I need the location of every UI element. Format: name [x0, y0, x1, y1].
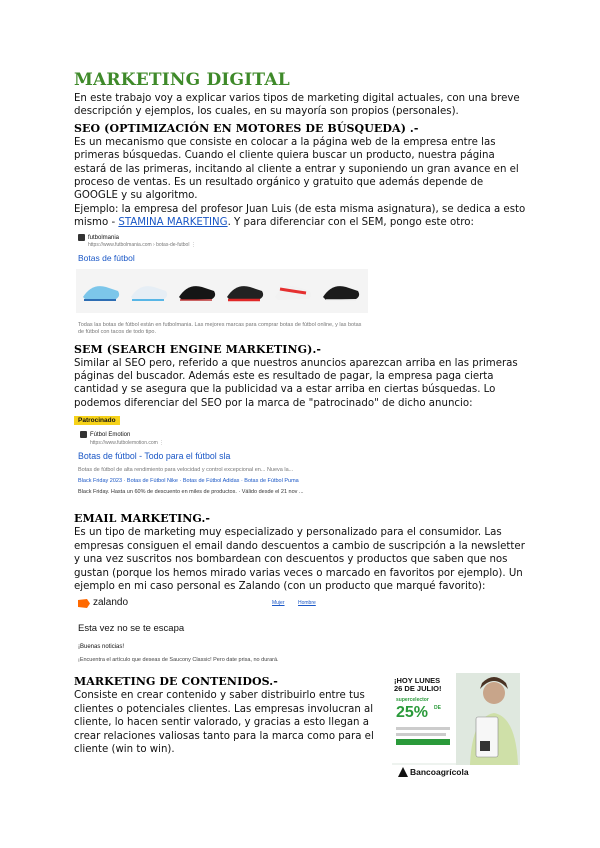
- result-site: futbolmania: [88, 234, 120, 241]
- shoe-thumbnails: [76, 269, 368, 313]
- sem-ad-screenshot: [74, 414, 530, 512]
- ad-site: Fútbol Emotion: [90, 432, 131, 439]
- document-title: MARKETING DIGITAL: [74, 70, 290, 90]
- content-heading: MARKETING DE CONTENIDOS.-: [74, 675, 278, 689]
- shoe-image-5[interactable]: [272, 277, 314, 307]
- bank-logo-icon: [398, 767, 408, 777]
- zalando-logo-icon: [78, 599, 90, 608]
- result-snippet: Todas las botas de fútbol están en futbolmania. Las mejores marcas para comprar botas de fútbol online, y las botas de fútbol con tacos de todo tipo.: [78, 321, 362, 335]
- mail-link-mujer[interactable]: Mujer: [272, 600, 285, 607]
- mail-headline: Esta vez no se te escapa: [78, 623, 185, 635]
- seo-example-text: Ejemplo: la empresa del profesor Juan Luis (de esta misma asignatura), se dedica a esto mismo -: [74, 203, 526, 229]
- ad-title-link[interactable]: Botas de fútbol - Todo para el fútbol sla: [78, 451, 231, 462]
- shoe-image-6[interactable]: [320, 277, 362, 307]
- result-url[interactable]: https://www.futbolmania.com › botas-de-futbol ⋮: [88, 241, 196, 248]
- mail-link-hombre[interactable]: Hombre: [298, 600, 316, 607]
- seo-search-result-screenshot: [74, 233, 530, 343]
- bancoagricola-ad-image: [392, 673, 520, 779]
- ad-url[interactable]: https://www.futbolemotion.com ⋮: [90, 440, 165, 447]
- ad-promo: Black Friday. Hasta un 60% de descuento en miles de productos. · Válido desde el 21 nov ...: [78, 489, 304, 496]
- futbol-emotion-favicon-icon: [80, 431, 87, 438]
- result-title-link[interactable]: Botas de fútbol: [78, 252, 135, 263]
- mail-greeting: ¡Buenas noticias!: [78, 644, 125, 651]
- ad-description: Botas de fútbol de alta rendimiento para velocidad y control excepcional en... Nueva la...: [78, 467, 294, 474]
- shoe-image-3[interactable]: [176, 277, 218, 307]
- ad-store-brand: supercelector: [396, 697, 429, 704]
- stamina-marketing-link[interactable]: STAMINA MARKETING: [118, 217, 228, 229]
- sem-body: Similar al SEO pero, referido a que nuestros anuncios aparezcan arriba en las primeras páginas del buscador. Además este es resultado de pagar, la empresa paga cierta cantidad y se asegura que la publicidad va a estar arriba en ciertas búsquedas. Lo podemos diferenciar del SEO por la marca de "patrocinado" de dicho anuncio:: [74, 357, 518, 409]
- shoe-image-2[interactable]: [128, 277, 170, 307]
- document-page: [74, 70, 530, 778]
- content-body: Consiste en crear contenido y saber distribuirlo entre tus clientes o potenciales clientes. Las empresas involucran al cliente, lo hacen sentir valorado, y gracias a esto llegan a crear relaciones valiosas tanto para la marca como para el cliente (win to win).: [74, 690, 374, 755]
- sponsored-badge: Patrocinado: [74, 416, 120, 425]
- intro-paragraph: En este trabajo voy a explicar varios tipos de marketing digital actuales, con una breve descripción y ejemplos, los cuales, en su mayoría son propios (personales).: [74, 93, 520, 118]
- seo-heading: SEO (OPTIMIZACIÓN EN MOTORES DE BÚSQUEDA) .-: [74, 121, 419, 135]
- sem-heading: SEM (SEARCH ENGINE MARKETING).-: [74, 342, 322, 356]
- ad-sitelinks[interactable]: Black Friday 2023 · Botas de Fútbol Nike · Botas de Fútbol Adidas · Botas de Fútbol Puma: [78, 478, 299, 485]
- mail-line: ¡Encuentra el artículo que deseas de Saucony Classic! Pero date prisa, no durará.: [78, 657, 279, 664]
- shoe-image-1[interactable]: [80, 277, 122, 307]
- seo-body: Es un mecanismo que consiste en colocar a la página web de la empresa entre las primeras búsquedas. Cuando el cliente quiera buscar un producto, nuestra página estará de las primeras, incitando al cliente a entrar y suponiendo un gran avance en el proceso de ventas. Es un resultado orgánico y gratuito que además depende de GOOGLE y su algoritmo.: [74, 136, 519, 202]
- ad-percent: 25%: [396, 704, 429, 722]
- bank-name: Bancoagrícola: [410, 767, 469, 778]
- shoe-image-4[interactable]: [224, 277, 266, 307]
- ad-date-line1: ¡HOY LUNES: [394, 676, 441, 686]
- ad-percent-sup: DE: [434, 705, 441, 712]
- seo-example: [74, 203, 530, 230]
- email-heading: EMAIL MARKETING.-: [74, 512, 211, 526]
- ad-date-line2: 26 DE JULIO!: [394, 684, 442, 694]
- person-with-phone-illustration: [456, 673, 520, 765]
- seo-example-end: . Y para diferenciar con el SEM, pongo este otro:: [227, 217, 474, 229]
- email-body: Es un tipo de marketing muy especializado y personalizado para el consumidor. Las empresas consiguen el email dando descuentos a cambio de suscripción a la newsletter y una vez suscritos nos bombardean con descuentos y productos que saben que nos gustan (porque los hemos mirado varias veces o marcado en favoritos por ejemplo). Un ejemplo en mi caso personal es Zalando (con un producto que marqué favorito):: [74, 527, 525, 592]
- zalando-email-screenshot: [74, 596, 530, 668]
- zalando-brand: zalando: [93, 597, 129, 609]
- futbolmania-favicon-icon: [78, 234, 85, 241]
